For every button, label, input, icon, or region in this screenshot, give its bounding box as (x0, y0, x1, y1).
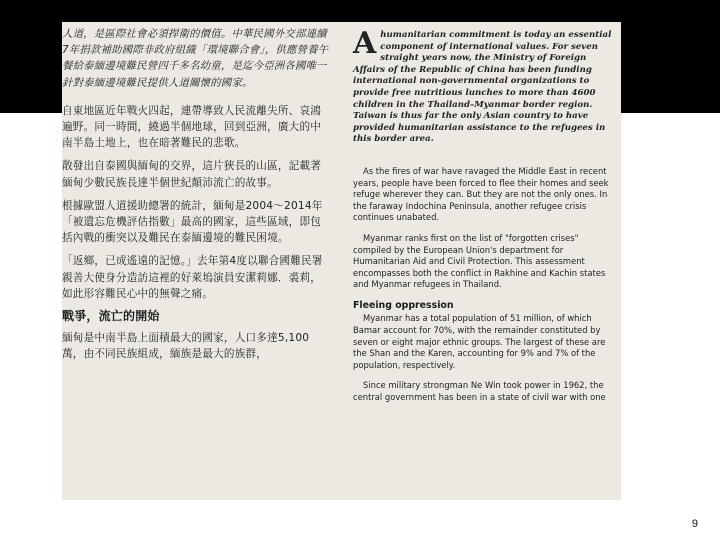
chinese-paragraph-3: 根據歐盟人道援助總署的統計，緬甸是2004～2014年「被遺忘危機評估指數」最高的國家，這些區域，即包括內戰的衝突以及難民在泰緬邊境的難民困境。 (62, 199, 323, 245)
drop-cap-letter: A (353, 26, 377, 61)
english-paragraph-2: Myanmar ranks first on the list of "forgotten crises" compiled by the European Union's department for Humanitarian Aid and Civil Protection. This assessment encompasses both the conflict in Rakhine and Kachin states and Myanmar refugees in Thailand. (353, 232, 606, 290)
chinese-paragraph-5: 緬甸是中南半島上面積最大的國家，人口多達5,100萬，由不同民族組成，緬族是最大的族群， (62, 332, 310, 361)
english-text-column (353, 26, 615, 496)
english-lead-text: humanitarian commitment is today an essential component of international values. For seven straight years now, the Ministry of Foreign Affairs of the Republic of China has been funding international non-governmental organizations to provide free nutritious lunches to more than 4600 children in the Thailand–Myanmar border region. Taiwan is thus far the only Asian country to have provided humanitarian assistance to the refugees in this border area. (353, 30, 612, 145)
chinese-paragraph-2: 散發出自泰國與緬甸的交界，這片狹長的山區，記載著緬甸少數民族長達半個世紀顛沛流亡的故事。 (62, 160, 322, 189)
english-paragraph-3: Myanmar has a total population of 51 million, of which Bamar account for 70%, with the remainder constituted by seven or eight major ethnic groups. The largest of these are the Shan and the Karen, accounting for 9% and 7% of the population, respectively. (353, 313, 606, 370)
chinese-intro: 人道，是區際社會必須捍衛的價值。中華民國外交部連續7年捐款補助國際非政府組織「環境聯合會」，供應營養午餐給泰緬邊境難民營四千多名幼童，是迄今亞洲各國唯一針對泰緬邊境難民提供人道關懷的國家。 (62, 28, 329, 89)
english-lead-paragraph (353, 26, 615, 146)
slide-page-number: 9 (691, 518, 698, 530)
english-paragraph-1: As the fires of war have ravaged the Middle East in recent years, people have been forced to flee their homes and seek refuge wherever they can. But they are not the only ones. In the faraway Indochina Peninsula, another refugee crisis continues unabated. (353, 165, 609, 223)
english-section-heading: Fleeing oppression (353, 299, 454, 311)
chinese-paragraph-1: 自東地區近年戰火四起，連帶導致人民流離失所、哀鴻遍野。同一時間，繞過半個地球，回到亞洲，廣大的中南半島土地上，也在暗著難民的悲歌。 (62, 104, 322, 150)
chinese-paragraph-4: 「返鄉，已成遙遠的記憶。」去年第4度以聯合國難民署親善大使身分造訪這裡的好萊塢演員安潔莉娜．裘莉，如此形容難民心中的無聲之痛。 (62, 255, 323, 300)
chinese-text-column (62, 26, 330, 496)
chinese-section-heading: 戰爭，流亡的開始 (62, 309, 160, 324)
scanned-book-page (62, 22, 621, 500)
english-paragraph-4: Since military strongman Ne Win took power in 1962, the central government has been in a state of civil war with one (353, 380, 606, 403)
